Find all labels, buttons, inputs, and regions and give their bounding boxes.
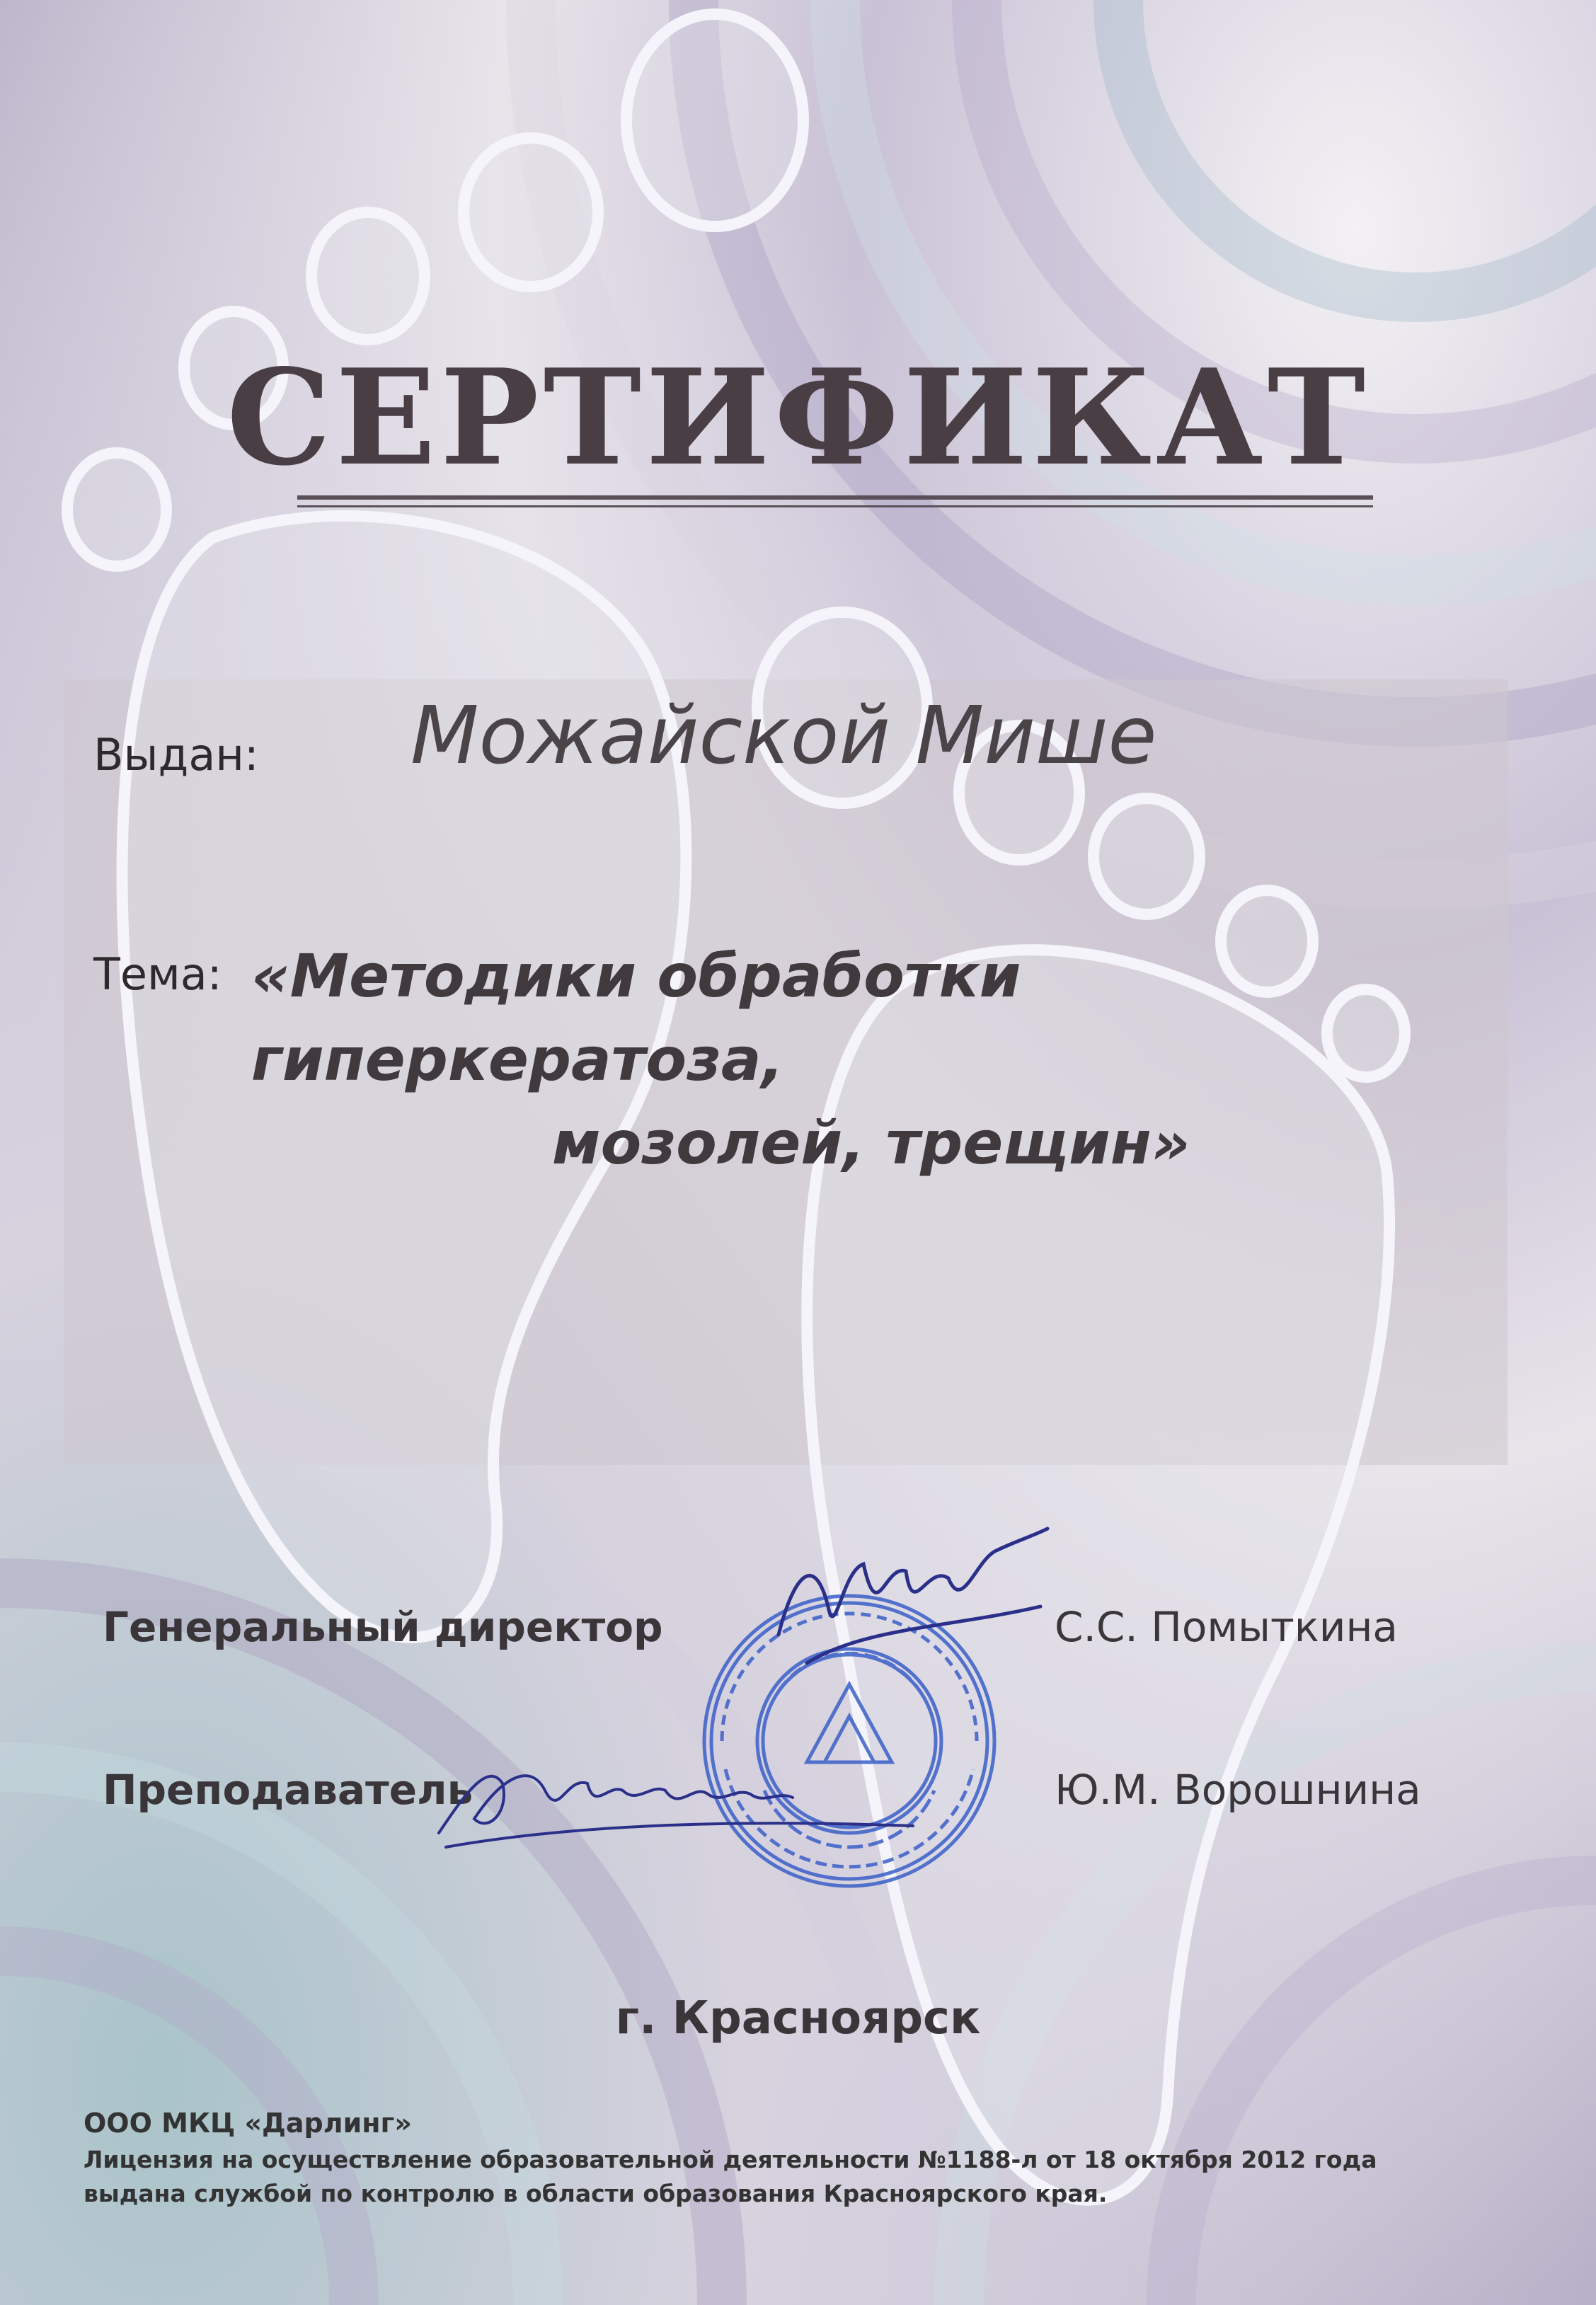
director-role: Генеральный директор <box>103 1603 663 1651</box>
teacher-role: Преподаватель <box>103 1766 473 1814</box>
director-name: С.С. Помыткина <box>1055 1603 1398 1651</box>
title-underline-thin <box>297 505 1373 507</box>
footprint-left-icon <box>67 14 803 1638</box>
teacher-name: Ю.М. Ворошнина <box>1055 1766 1421 1814</box>
license-line-2: выдана службой по контролю в области образования Красноярского края. <box>84 2180 1108 2207</box>
topic-label: Тема: <box>93 948 222 1000</box>
license-info <box>84 2143 1499 2211</box>
topic-line-2: мозолей, трещин» <box>552 1108 1190 1178</box>
recipient-name: Можайской Мише <box>411 690 1157 782</box>
organization-name: ООО МКЦ «Дарлинг» <box>84 2108 412 2139</box>
license-line-1: Лицензия на осуществление образовательной деятельности №1188-л от 18 октября 2012 года <box>84 2146 1377 2173</box>
topic-line-1: «Методики обработки гиперкератоза, <box>251 941 1021 1094</box>
director-signature <box>764 1522 1062 1706</box>
issued-label: Выдан: <box>93 729 259 781</box>
certificate-title: СЕРТИФИКАТ <box>226 340 1370 495</box>
teacher-signature <box>425 1720 920 1861</box>
course-topic <box>248 934 1508 1185</box>
city: г. Красноярск <box>615 1992 981 2045</box>
title-underline <box>297 495 1373 500</box>
footprint-right-icon <box>757 612 1405 2200</box>
